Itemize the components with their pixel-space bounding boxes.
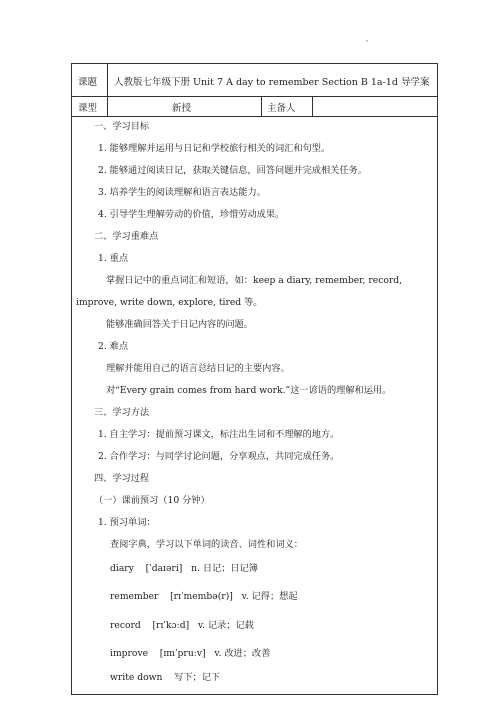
study-guide-table [71,63,438,695]
goal-item: 2. 能够通过阅读日记，获取关键信息，回答问题并完成相关任务。 [98,165,367,176]
vocab-word: write down [110,672,163,683]
vocab-row [110,648,270,660]
method-item: 2. 合作学习：与同学讨论问题，分享观点，共同完成任务。 [98,451,340,462]
section-title: 二、学习重难点 [94,231,159,242]
section-title: 一、学习目标 [94,121,150,132]
paragraph-line: 能够准确回答关于日记内容的问题。 [106,319,253,330]
subject-label: 课题 [78,77,98,88]
vocab-row [110,563,258,575]
type-label: 课型 [78,103,98,114]
vocab-word: diary [110,563,134,574]
vocab-phonetic: [ɪmˈpruːv] [159,648,206,659]
vocab-meaning: v. 记得；想起 [241,591,298,602]
subject-value: 人教版七年级下册 Unit 7 A day to remember Section B 1a-1d 导学案 [114,77,430,88]
paragraph-line: 掌握日记中的重点词汇和短语，如：keep a diary, remember, record, [106,275,403,286]
section-title: 三、学习方法 [94,407,150,418]
decorative-dot [366,40,368,42]
vocab-word: improve [110,648,149,659]
method-item: 1. 自主学习：提前预习课文，标注出生词和不理解的地方。 [98,429,340,440]
goal-item: 1. 能够理解并运用与日记和学校旅行相关的词汇和句型。 [98,143,331,154]
paragraph-line: 对“Every grain comes from hard work.”这一谚语的理解和运用。 [106,385,392,396]
subject-row [72,64,437,97]
vocab-row [110,672,220,684]
goal-item: 4. 引导学生理解劳动的价值，珍惜劳动成果。 [98,209,285,220]
vocab-meaning: n. 日记；日记簿 [191,563,258,574]
subsection-heading: 2. 难点 [98,341,129,352]
subsection-heading: （一）课前预习（10 分钟） [94,495,210,506]
vocab-row [110,620,254,632]
section-title: 四、学习过程 [94,473,150,484]
subsection-heading: 1. 预习单词： [98,517,156,528]
type-value: 新授 [172,103,192,114]
preparer-label: 主备人 [267,103,296,114]
vocab-phonetic: [rɪˈkɔːd] [152,620,190,631]
instruction-line: 查阅字典，学习以下单词的读音、词性和词义： [110,539,303,550]
column-divider [312,96,313,116]
paragraph-line: improve, write down, explore, tired 等。 [76,297,263,308]
column-divider [107,96,108,116]
vocab-meaning: v. 记录；记载 [197,620,254,631]
goal-item: 3. 培养学生的阅读理解和语言表达能力。 [98,187,266,198]
vocab-meaning: 写下；记下 [174,672,221,683]
vocab-word: record [110,620,141,631]
column-divider [107,64,108,96]
vocab-meaning: v. 改进；改善 [214,648,271,659]
paragraph-line: 理解并能用自己的语言总结日记的主要内容。 [106,363,290,374]
column-divider [261,96,262,116]
vocab-row [110,591,298,603]
vocab-phonetic: [rɪˈmembə(r)] [170,591,233,602]
vocab-phonetic: [ˈdaɪəri] [145,563,183,574]
subsection-heading: 1. 重点 [98,253,129,264]
type-row [72,96,437,117]
vocab-word: remember [110,591,159,602]
